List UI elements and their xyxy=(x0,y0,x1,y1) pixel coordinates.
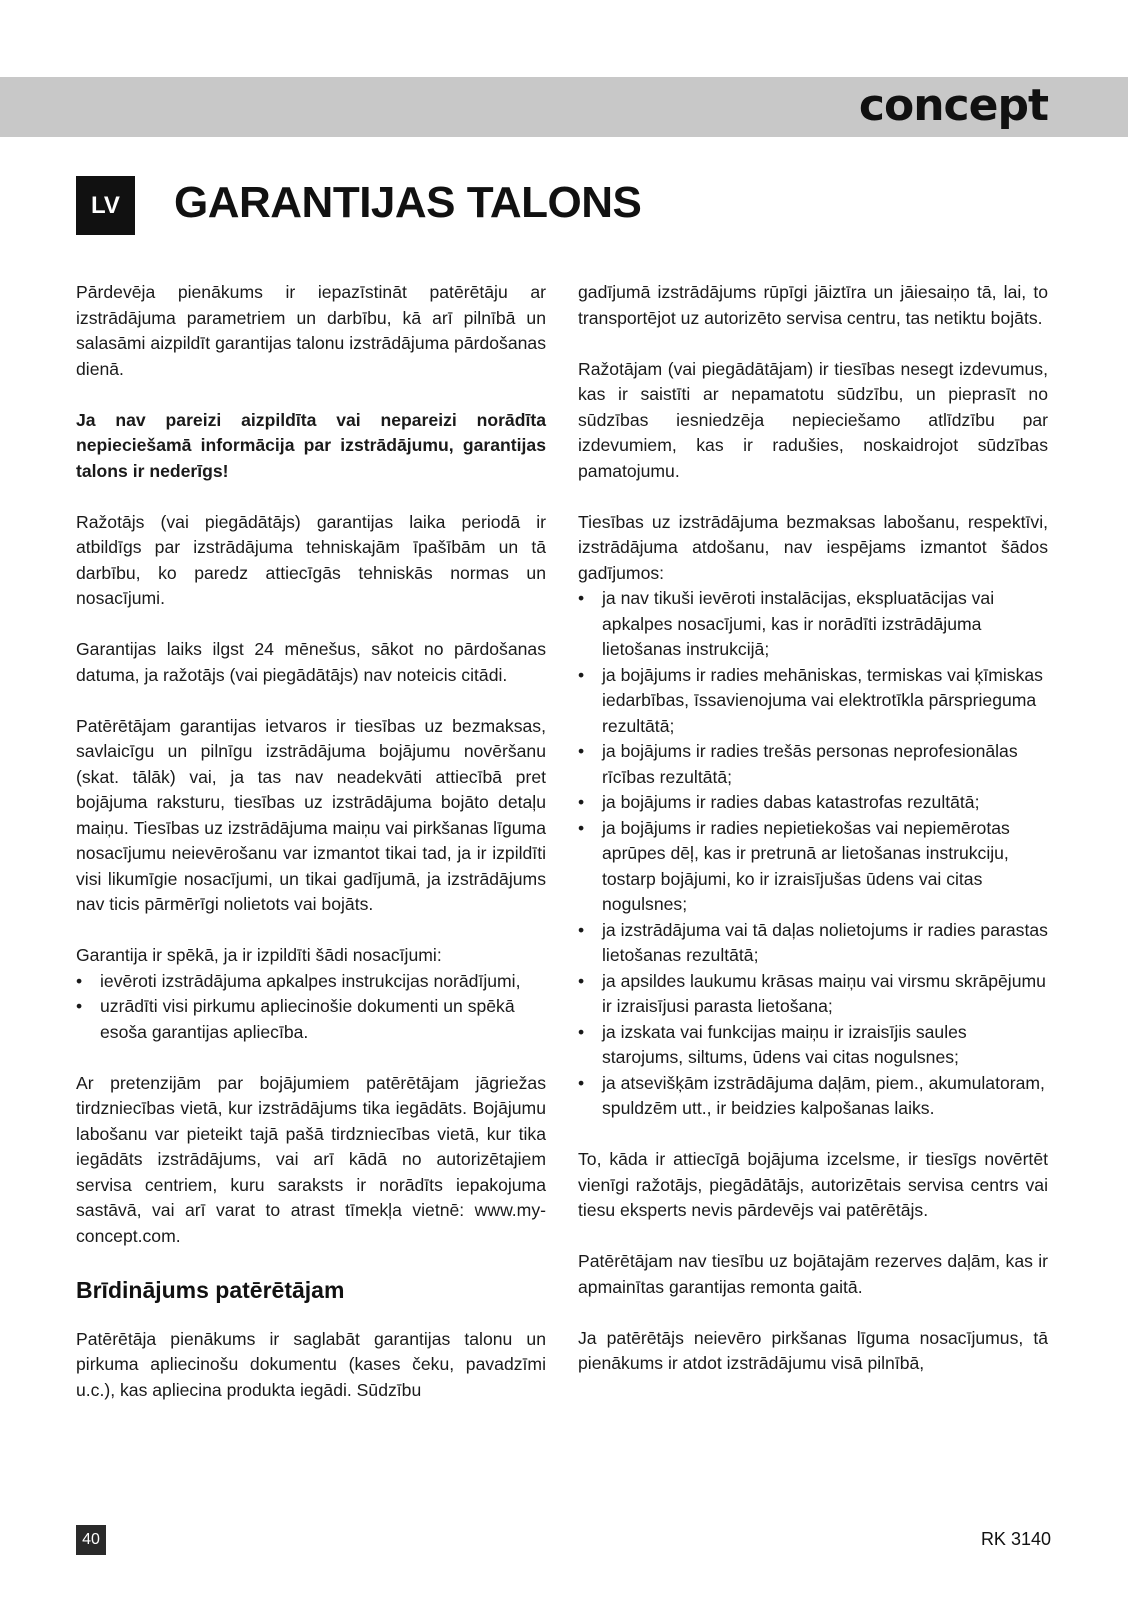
list-item-text: ja bojājums ir radies nepietiekošas vai nepiemērotas aprūpes dēļ, kas ir pretrunā ar lietošanas instrukciju, tostarp bojājumi, ko ir izraisījušas ūdens vai citas nogulsnes; xyxy=(602,817,1010,914)
list-item-text: ja apsildes laukumu krāsas maiņu vai virsmu skrāpējumu ir izraisījusi parasta lietošana; xyxy=(602,970,1046,1016)
language-badge: LV xyxy=(76,176,135,235)
paragraph: Pārdevēja pienākums ir iepazīstināt patērētāju ar izstrādājuma parametriem un darbību, kā arī pilnībā un salasāmi aizpildīt garantijas talonu izstrādājuma pārdošanas dienā. xyxy=(76,282,546,379)
paragraph: Ja patērētājs neievēro pirkšanas līguma nosacījumus, tā pienākums ir atdot izstrādājumu visā pilnībā, xyxy=(578,1327,1048,1373)
list-item xyxy=(578,918,1048,969)
list-item xyxy=(578,1020,1048,1071)
list-item xyxy=(578,739,1048,790)
paragraph: Patērētāja pienākums ir saglabāt garantijas talonu un pirkuma apliecinošu dokumentu (kases čeku, pavadzīmi u.c.), kas apliecina produkta iegādi. Sūdzību xyxy=(76,1328,546,1400)
bullet-icon: • xyxy=(578,664,585,685)
right-column xyxy=(578,280,1048,1402)
model-code: RK 3140 xyxy=(980,1529,1051,1549)
bullet-icon: • xyxy=(578,792,585,812)
page-title: GARANTIJAS TALONS xyxy=(174,178,642,227)
warning-paragraph: Ja nav pareizi aizpildīta vai nepareizi norādīta nepieciešamā informācija par izstrādājumu, garantijas talons ir nederīgs! xyxy=(76,409,546,481)
list-item-text: ievēroti izstrādājuma apkalpes instrukcijas norādījumi, xyxy=(100,970,521,991)
paragraph: Garantija ir spēkā, ja ir izpildīti šādi nosacījumi: xyxy=(76,945,442,965)
paragraph: gadījumā izstrādājums rūpīgi jāiztīra un jāiesaiņo tā, lai, to transportējot uz autorizēto servisa centru, tas netiktu bojāts. xyxy=(578,282,1048,328)
paragraph: To, kāda ir attiecīgā bojājuma izcelsme, ir tiesīgs novērtēt vienīgi ražotājs, piegādātājs, autorizētais servisa centrs vai tiesu eksperts nevis pārdevējs vai patērētājs. xyxy=(578,1149,1048,1220)
list-item-text: ja nav tikuši ievēroti instalācijas, ekspluatācijas vai apkalpes nosacījumi, kas ir norādīti izstrādājuma lietošanas instrukcijā; xyxy=(602,588,995,659)
bullet-icon: • xyxy=(76,970,83,991)
list-item-text: ja izstrādājuma vai tā daļas nolietojums ir radies parastas lietošanas rezultātā; xyxy=(602,919,1048,965)
list-item xyxy=(578,1071,1048,1122)
left-column xyxy=(76,280,546,1429)
list-item xyxy=(76,969,546,995)
bullet-icon: • xyxy=(578,970,585,991)
bullet-icon: • xyxy=(578,919,585,940)
bullet-icon: • xyxy=(578,1021,585,1042)
paragraph: Garantijas laiks ilgst 24 mēnešus, sākot no pārdošanas datuma, ja ražotājs (vai piegādātājs) nav noteicis citādi. xyxy=(76,639,546,685)
paragraph: Ar pretenzijām par bojājumiem patērētājam jāgriežas tirdzniecības vietā, kur izstrādājums tika iegādāts. Bojājumu labošanu var pieteikt tajā pašā tirdzniecības vietā, kur tika iegādāts izstrādājums, vai arī kādā no autorizētajiem servisa centriem, kuru saraksts ir norādīts iepakojuma sastāvā, vai arī varat to atrast tīmekļa vietnē: www.my-concept.com. xyxy=(76,1072,546,1246)
list-item-text: ja bojājums ir radies trešās personas neprofesionālas rīcības rezultātā; xyxy=(602,741,1018,787)
list-item-text: ja bojājums ir radies dabas katastrofas rezultātā; xyxy=(602,792,980,812)
paragraph: Ražotājs (vai piegādātājs) garantijas laika periodā ir atbildīgs par izstrādājuma tehniskajām īpašībām un tā darbību, ko paredz attiecīgās tehniskās normas un nosacījumi. xyxy=(76,511,546,608)
list-item xyxy=(76,994,546,1045)
list-item xyxy=(578,790,1048,816)
list-item xyxy=(578,969,1048,1020)
section-heading: Brīdinājums patērētājam xyxy=(76,1276,345,1303)
paragraph: Tiesības uz izstrādājuma bezmaksas labošanu, respektīvi, izstrādājuma atdošanu, nav iespējams izmantot šādos gadījumos: xyxy=(578,511,1048,583)
bullet-icon: • xyxy=(578,1072,585,1093)
bullet-icon: • xyxy=(76,996,83,1016)
exclusions-list xyxy=(578,586,1048,1122)
list-item-text: uzrādīti visi pirkumu apliecinošie dokumenti un spēkā esoša garantijas apliecība. xyxy=(100,996,515,1042)
bullet-icon: • xyxy=(578,817,585,838)
list-item xyxy=(578,816,1048,918)
list-item xyxy=(578,586,1048,663)
list-item xyxy=(578,663,1048,740)
brand-logo: concept xyxy=(858,80,1048,131)
list-item-text: ja izskata vai funkcijas maiņu ir izraisījis saules starojums, siltums, ūdens vai citas nogulsnes; xyxy=(602,1021,967,1067)
paragraph: Patērētājam garantijas ietvaros ir tiesības uz bezmaksas, savlaicīgu un pilnīgu izstrādājuma bojājumu novēršanu (skat. tālāk) vai, ja tas nav neadekvāti attiecībā pret bojājuma raksturu, tiesības uz izstrādājuma bojāto detaļu maiņu. Tiesības uz izstrādājuma maiņu vai pirkšanas līguma nosacījumu neievērošanu var izmantot tikai tad, ja ir izpildīti visi likumīgie nosacījumi, un tikai gadījumā, ja izstrādājums nav ticis pārmērīgi nolietots vai bojāts. xyxy=(76,715,546,914)
list-item-text: ja atsevišķām izstrādājuma daļām, piem., akumulatoram, spuldzēm utt., ir beidzies kalpošanas laiks. xyxy=(602,1072,1045,1118)
conditions-list xyxy=(76,969,546,1046)
bullet-icon: • xyxy=(578,741,585,761)
bullet-icon: • xyxy=(578,588,585,608)
list-item-text: ja bojājums ir radies mehāniskas, termiskas vai ķīmiskas iedarbības, īssavienojuma vai elektrotīkla pārsprieguma rezultātā; xyxy=(602,664,1043,736)
page-number: 40 xyxy=(76,1525,106,1555)
paragraph: Ražotājam (vai piegādātājam) ir tiesības nesegt izdevumus, kas ir saistīti ar nepamatotu sūdzību, un pieprasīt no sūdzības iesniedzēja nepieciešamo atlīdzību par izdevumiem, kas ir radušies, noskaidrojot sūdzības pamatojumu. xyxy=(578,358,1048,481)
paragraph: Patērētājam nav tiesību uz bojātajām rezerves daļām, kas ir apmainītas garantijas remonta gaitā. xyxy=(578,1251,1048,1297)
